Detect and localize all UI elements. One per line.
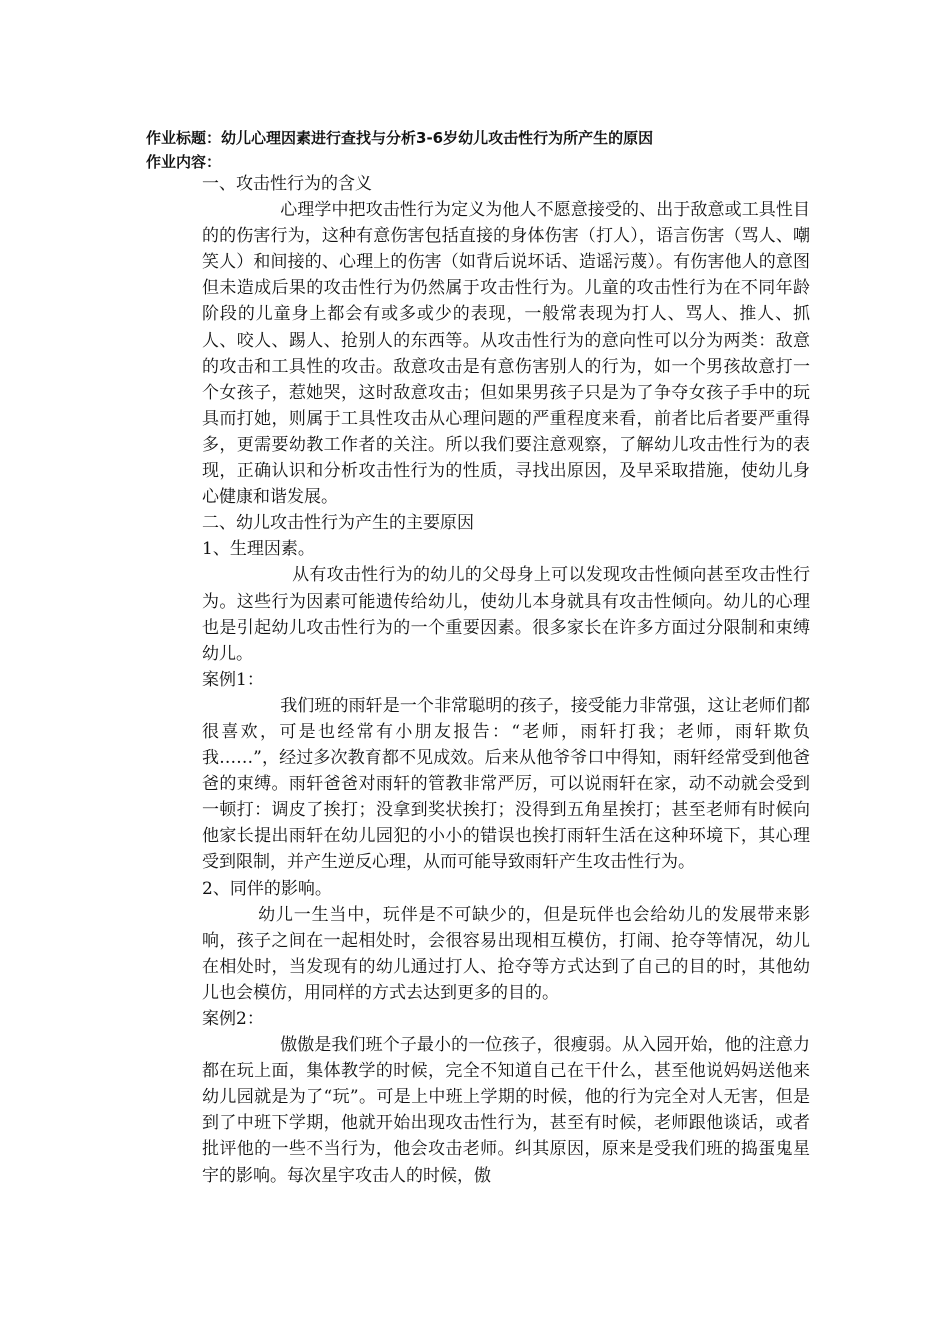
case-2-paragraph: 傲傲是我们班个子最小的一位孩子，很瘦弱。从入园开始，他的注意力都在玩上面，集体教学的时候，完全不知道自己在干什么，甚至他说妈妈送他来幼儿园就是为了“玩”。可是上中班上学期的时候，他的行为完全对人无害，但是到了中班下学期，他就开始出现攻击性行为，甚至有时候，老师跟他谈话，或者批评他的一些不当行为，他会攻击老师。纠其原因，原来是受我们班的捣蛋鬼星宇的影响。每次星宇攻击人的时候，傲 [202,1035,810,1186]
section-heading-1: 一、攻击性行为的含义 [202,174,372,194]
case-1-label: 案例1： [202,669,264,690]
peers-paragraph: 幼儿一生当中，玩伴是不可缺少的，但是玩伴也会给幼儿的发展带来影响，孩子之间在一起相处时，会很容易出现相互模仿，打闹、抢夺等情况，幼儿在相处时，当发现有的幼儿通过打人、抢夺等方式达到了自己的目的时，其他幼儿也会模仿，用同样的方式去达到更多的目的。 [202,904,810,1003]
assignment-content-label: 作业内容： [146,153,222,171]
subsection-heading-physiological: 1、生理因素。 [202,539,315,560]
case-2-label: 案例2： [202,1009,264,1029]
section-1-paragraph: 心理学中把攻击性行为定义为他人不愿意接受的、出于敌意或工具性目的的伤害行为，这种有意伤害包括直接的身体伤害（打人），语言伤害（骂人、嘲笑人）和间接的、心理上的伤害（如背后说坏话、造谣污蔑）。有伤害他人的意图但未造成后果的攻击性行为仍然属于攻击性行为。儿童的攻击性行为在不同年龄阶段的儿童身上都会有或多或少的表现，一般常表现为打人、骂人、推人、抓人、咬人、踢人、抢别人的东西等。从攻击性行为的意向性可以分为两类：敌意的攻击和工具性的攻击。敌意攻击是有意伤害别人的行为，如一个男孩故意打一个女孩子，惹她哭，这时敌意攻击；但如果男孩子只是为了争夺女孩子手中的玩具而打她，则属于工具性攻击从心理问题的严重程度来看，前者比后者要严重得多，更需要幼教工作者的关注。所以我们要注意观察，了解幼儿攻击性行为的表现，正确认识和分析攻击性行为的性质，寻找出原因，及早采取措施，使幼儿身心健康和谐发展。 [202,200,810,508]
section-heading-2: 二、幼儿攻击性行为产生的主要原因 [202,513,474,534]
case-1-paragraph: 我们班的雨轩是一个非常聪明的孩子，接受能力非常强，这让老师们都很喜欢，可是也经常有小朋友报告：“老师，雨轩打我；老师，雨轩欺负我……”，经过多次教育都不见成效。后来从他爷爷口中得知，雨轩经常受到他爸爸的束缚。雨轩爸爸对雨轩的管教非常严厉，可以说雨轩在家，动不动就会受到一顿打：调皮了挨打；没拿到奖状挨打；没得到五角星挨打；甚至老师有时候向他家长提出雨轩在幼儿园犯的小小的错误也挨打雨轩生活在这种环境下，其心理受到限制，并产生逆反心理，从而可能导致雨轩产生攻击性行为。 [202,695,810,873]
physiological-paragraph: 从有攻击性行为的幼儿的父母身上可以发现攻击性倾向甚至攻击性行为。这些行为因素可能遗传给幼儿，使幼儿本身就具有攻击性倾向。幼儿的心理也是引起幼儿攻击性行为的一个重要因素。很多家长在许多方面过分限制和束缚幼儿。 [202,565,810,664]
assignment-title: 作业标题：幼儿心理因素进行查找与分析3-6岁幼儿攻击性行为所产生的原因 [146,129,654,147]
subsection-heading-peers: 2、同伴的影响。 [202,878,332,899]
document-body [202,171,810,1189]
